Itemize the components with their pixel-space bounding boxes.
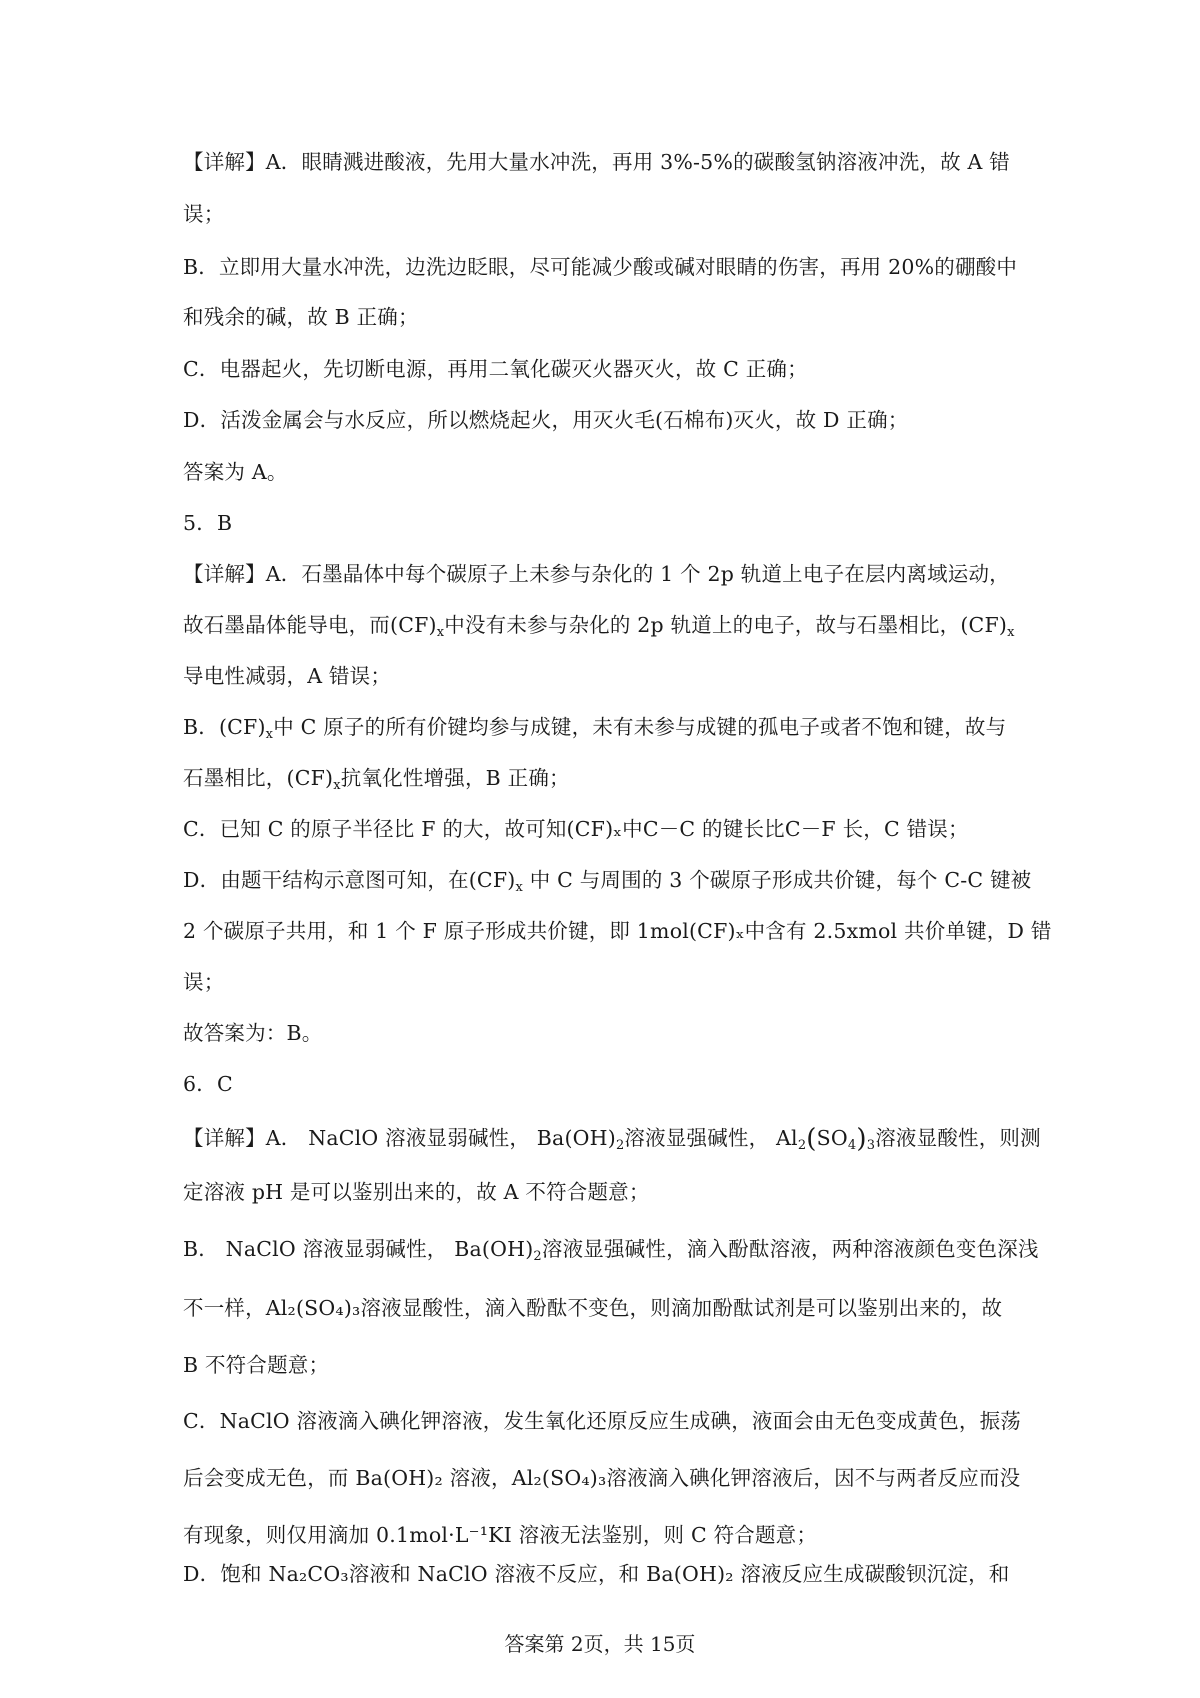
subscript: 2: [797, 1138, 807, 1153]
text-segment: 抗氧化性增强，B 正确；: [340, 766, 570, 790]
text-line: 导电性减弱，A 错误；: [183, 664, 392, 688]
paren: (: [806, 1124, 817, 1154]
text-line: [183, 1235, 1039, 1263]
text-segment: 溶液显强碱性， Al: [624, 1126, 798, 1150]
text-line: D．活泼金属会与水反应，所以燃烧起火，用灭火毛(石棉布)灭火，故 D 正确；: [183, 408, 909, 432]
text-line: 后会变成无色，而 Ba(OH)₂ 溶液，Al₂(SO₄)₃溶液滴入碘化钾溶液后，因不与两者反应而没: [183, 1466, 1021, 1490]
text-line: 误；: [183, 970, 225, 994]
text-segment: B． NaClO 溶液显弱碱性， Ba(OH): [183, 1237, 534, 1261]
subscript: x: [515, 880, 523, 895]
page-footer: 答案第 2页，共 15页: [504, 1632, 696, 1656]
text-line: 【详解】A．石墨晶体中每个碳原子上未参与杂化的 1 个 2p 轨道上电子在层内离域运动，: [183, 562, 1010, 586]
text-segment: 【详解】A． NaClO 溶液显弱碱性， Ba(OH): [183, 1126, 616, 1150]
paren: ): [856, 1124, 867, 1154]
text-line: 2 个碳原子共用，和 1 个 F 原子形成共价键，即 1mol(CF)ₓ中含有 2.5xmol 共价单键，D 错: [183, 919, 1052, 943]
question-number: 6．C: [183, 1072, 233, 1096]
text-line: [183, 713, 1006, 741]
text-segment: 溶液显酸性，则测: [875, 1126, 1041, 1150]
text-line: 定溶液 pH 是可以鉴别出来的，故 A 不符合题意；: [183, 1180, 650, 1204]
text-line: 【详解】A．眼睛溅进酸液，先用大量水冲洗，再用 3%-5%的碳酸氢钠溶液冲洗，故 A 错: [183, 150, 1010, 174]
subscript: x: [436, 625, 445, 640]
text-line: [183, 611, 1015, 639]
subscript: 2: [533, 1249, 542, 1264]
text-line: B 不符合题意；: [183, 1353, 330, 1377]
subscript: x: [265, 727, 274, 742]
text-line: 答案为 A。: [183, 460, 288, 484]
subscript: x: [1007, 625, 1015, 640]
text-line: 不一样，Al₂(SO₄)₃溶液显酸性，滴入酚酞不变色，则滴加酚酞试剂是可以鉴别出来的，故: [183, 1296, 1003, 1320]
text-line: C．电器起火，先切断电源，再用二氧化碳灭火器灭火，故 C 正确；: [183, 357, 808, 381]
text-segment: 中没有未参与杂化的 2p 轨道上的电子，故与石墨相比，(CF): [444, 613, 1008, 637]
text-segment: 故石墨晶体能导电，而(CF): [183, 613, 437, 637]
text-line: 故答案为：B。: [183, 1021, 323, 1045]
subscript: 2: [615, 1138, 625, 1153]
text-segment: 中 C 原子的所有价键均参与成键，未有未参与成键的孤电子或者不饱和键，故与: [273, 715, 1007, 739]
text-segment: D．由题干结构示意图可知，在(CF): [183, 868, 516, 892]
text-line: 和残余的碱，故 B 正确；: [183, 305, 419, 329]
subscript: 4: [847, 1138, 857, 1153]
question-number: 5．B: [183, 511, 233, 535]
text-segment: B．(CF): [183, 715, 266, 739]
text-line: 误；: [183, 202, 225, 226]
text-line: D．饱和 Na₂CO₃溶液和 NaClO 溶液不反应，和 Ba(OH)₂ 溶液反应生成碳酸钡沉淀，和: [183, 1562, 1010, 1586]
text-segment: 石墨相比，(CF): [183, 766, 334, 790]
subscript: 3: [866, 1138, 876, 1153]
text-line: [183, 866, 1031, 894]
subscript: x: [333, 778, 341, 793]
text-segment: 溶液显强碱性，滴入酚酞溶液，两种溶液颜色变色深浅: [541, 1237, 1039, 1261]
text-line: [183, 764, 570, 792]
text-line: [183, 1124, 1041, 1152]
text-line: C．已知 C 的原子半径比 F 的大，故可知(CF)ₓ中C－C 的键长比C－F 长，C 错误；: [183, 817, 969, 841]
text-line: 有现象，则仅用滴加 0.1mol·L⁻¹KI 溶液无法鉴别，则 C 符合题意；: [183, 1523, 818, 1547]
text-line: C．NaClO 溶液滴入碘化钾溶液，发生氧化还原反应生成碘，液面会由无色变成黄色，振荡: [183, 1409, 1022, 1433]
text-segment: 中 C 与周围的 3 个碳原子形成共价键，每个 C-C 键被: [523, 868, 1032, 892]
text-segment: SO: [816, 1126, 848, 1150]
text-line: B．立即用大量水冲洗，边洗边眨眼，尽可能减少酸或碱对眼睛的伤害，再用 20%的硼酸中: [183, 255, 1018, 279]
